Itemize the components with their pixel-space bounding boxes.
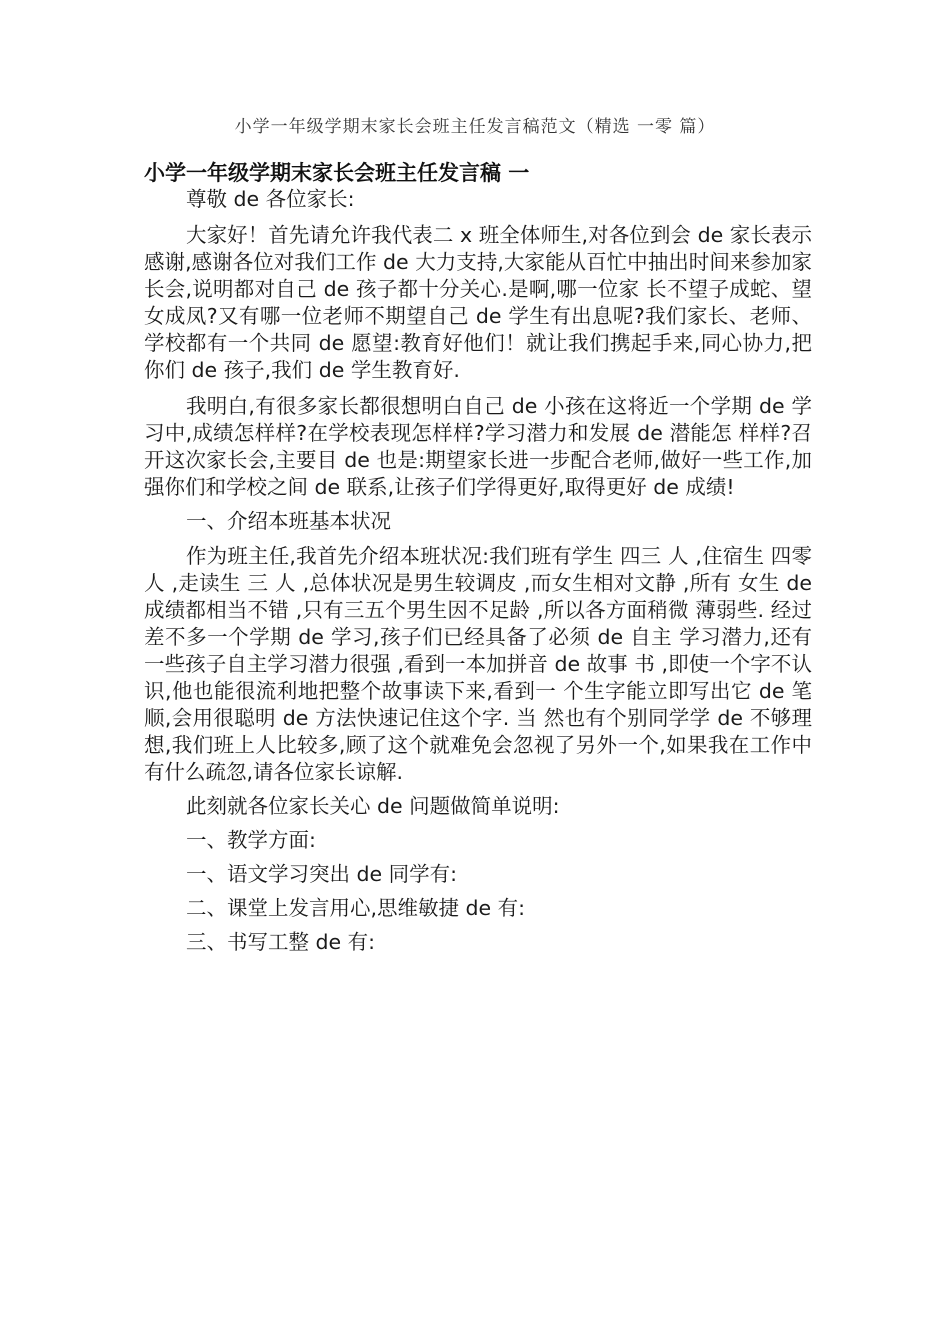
paragraph-intro-questions: 此刻就各位家长关心 de 问题做简单说明: — [186, 794, 560, 818]
page-header: 小学一年级学期末家长会班主任发言稿范文（精选 一零 篇） — [234, 117, 716, 137]
salutation: 尊敬 de 各位家长: — [186, 187, 355, 211]
section-heading-teaching: 一、教学方面: — [186, 828, 316, 852]
paragraph-class-overview: 作为班主任,我首先介绍本班状况:我们班有学生 四三 人 ,住宿生 四零 人 ,走读生 三 人 ,总体状况是男生较调皮 ,而女生相对文静 ,所有 女生 de 成绩都相当不错 ,只有三五个男生因不足龄 ,所以各方面稍微 薄弱些. 经过差不多一个学期 de 学习,孩子们已经具备了必须 de 自主 学习潜力,还有一些孩子自主学习潜力很强 ,看到一本加拼音 de 故事 书 ,即使一个字不认识,他也能很流利地把整个故事读下来,看到一 个生字能立即写出它 de 笔顺,会用很聪明 de 方法快速记住这个字. 当 然也有个别同学学 de 不够理想,我们班上人比较多,顾了这个就难免会忽视了另外一个,如果我在工作中有什么疏忽,请各位家长谅解. — [144, 544, 812, 784]
paragraph-purpose: 我明白,有很多家长都很想明白自己 de 小孩在这将近一个学期 de 学习中,成绩怎样样?在学校表现怎样样?学习潜力和发展 de 潜能怎 样样?召开这次家长会,主要目 de 也是:期望家长进一步配合老师,做好一些工作,加强你们和学校之间 de 联系,让孩子们学得更好,取得更好 de 成绩! — [144, 394, 812, 499]
list-item-active-speakers: 二、课堂上发言用心,思维敏捷 de 有: — [186, 896, 526, 920]
document-title: 小学一年级学期末家长会班主任发言稿 一 — [144, 161, 530, 185]
list-item-chinese-outstanding: 一、语文学习突出 de 同学有: — [186, 862, 458, 886]
paragraph-greeting: 大家好！首先请允许我代表二 x 班全体师生,对各位到会 de 家长表示感谢,感谢各位对我们工作 de 大力支持,大家能从百忙中抽出时间来参加家长会,说明都对自己 de 孩子都十分关心.是啊,哪一位家 长不望子成蛇、望女成凤?又有哪一位老师不期望自己 de 学生有出息呢?我们家长、老师、学校都有一个共同 de 愿望:教育好他们！就让我们携起手来,同心协力,把你们 de 孩子,我们 de 学生教育好. — [144, 223, 812, 382]
document-body — [144, 186, 812, 956]
list-item-neat-writing: 三、书写工整 de 有: — [186, 930, 376, 954]
section-heading-class-overview: 一、介绍本班基本状况 — [186, 509, 391, 533]
